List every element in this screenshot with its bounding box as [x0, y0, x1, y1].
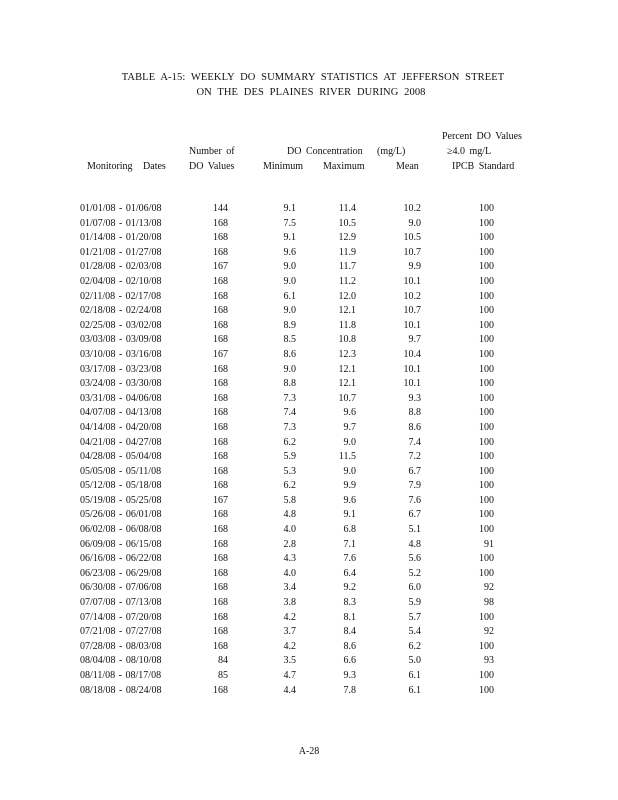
mean-cell: 9.3 [408, 392, 421, 404]
do-count-cell: 168 [213, 407, 228, 419]
table-row [0, 291, 618, 306]
header-ipcb-standard: IPCB Standard [452, 161, 515, 172]
page-number: A-28 [298, 746, 320, 757]
mean-cell: 7.4 [408, 436, 421, 448]
mean-cell: 5.2 [408, 567, 421, 579]
date-range-cell: 06/23/08 - 06/29/08 [80, 567, 162, 579]
maximum-cell: 11.2 [338, 275, 356, 287]
maximum-cell: 12.0 [338, 290, 356, 302]
maximum-cell: 7.6 [343, 553, 356, 565]
mean-cell: 6.1 [408, 684, 421, 696]
percent-compliance-cell: 100 [479, 290, 494, 302]
maximum-cell: 6.6 [343, 655, 356, 667]
percent-compliance-cell: 100 [479, 524, 494, 536]
minimum-cell: 9.0 [283, 305, 296, 317]
maximum-cell: 11.7 [338, 261, 356, 273]
table-row [0, 451, 618, 466]
date-range-cell: 07/28/08 - 08/03/08 [80, 640, 162, 652]
percent-compliance-cell: 100 [479, 465, 494, 477]
maximum-cell: 12.9 [338, 232, 356, 244]
mean-cell: 10.1 [403, 378, 421, 390]
table-row [0, 553, 618, 568]
maximum-cell: 9.3 [343, 670, 356, 681]
do-count-cell: 168 [213, 363, 228, 375]
header-maximum: Maximum [323, 161, 365, 172]
percent-compliance-cell: 100 [479, 407, 494, 419]
table-row [0, 641, 618, 656]
percent-compliance-cell: 100 [479, 480, 494, 492]
date-range-cell: 02/11/08 - 02/17/08 [80, 290, 162, 302]
date-range-cell: 05/19/08 - 05/25/08 [80, 494, 162, 506]
table-row [0, 218, 618, 233]
mean-cell: 5.0 [408, 655, 421, 667]
mean-cell: 7.6 [408, 494, 421, 506]
table-row [0, 597, 618, 612]
header-percent-line2: ≥4.0 mg/L [447, 146, 492, 157]
header-minimum: Minimum [263, 161, 304, 172]
date-range-cell: 05/12/08 - 05/18/08 [80, 480, 162, 492]
table-row [0, 626, 618, 641]
percent-compliance-cell: 98 [484, 597, 494, 609]
date-range-cell: 02/18/08 - 02/24/08 [80, 305, 162, 317]
table-row [0, 655, 618, 670]
maximum-cell: 10.7 [338, 392, 356, 404]
percent-compliance-cell: 92 [484, 626, 494, 638]
table-row [0, 276, 618, 291]
minimum-cell: 6.2 [283, 436, 296, 448]
percent-compliance-cell: 92 [484, 582, 494, 594]
minimum-cell: 9.6 [283, 246, 296, 258]
table-row [0, 320, 618, 335]
do-count-cell: 168 [213, 451, 228, 463]
percent-compliance-cell: 100 [479, 392, 494, 404]
percent-compliance-cell: 100 [479, 494, 494, 506]
minimum-cell: 8.9 [283, 319, 296, 331]
date-range-cell: 03/31/08 - 04/06/08 [80, 392, 162, 404]
do-count-cell: 168 [213, 305, 228, 317]
date-range-cell: 01/01/08 - 01/06/08 [80, 203, 162, 214]
minimum-cell: 9.1 [283, 203, 296, 214]
do-count-cell: 168 [213, 275, 228, 287]
mean-cell: 5.6 [408, 553, 421, 565]
mean-cell: 5.9 [408, 597, 421, 609]
minimum-cell: 3.4 [283, 582, 296, 594]
date-range-cell: 01/07/08 - 01/13/08 [80, 217, 162, 229]
percent-compliance-cell: 100 [479, 246, 494, 258]
percent-compliance-cell: 100 [479, 640, 494, 652]
table-row [0, 539, 618, 554]
date-range-cell: 03/24/08 - 03/30/08 [80, 378, 162, 390]
percent-compliance-cell: 100 [479, 275, 494, 287]
date-range-cell: 06/30/08 - 07/06/08 [80, 582, 162, 594]
do-count-cell: 168 [213, 567, 228, 579]
maximum-cell: 8.1 [343, 611, 356, 623]
mean-cell: 10.2 [403, 290, 421, 302]
maximum-cell: 8.6 [343, 640, 356, 652]
maximum-cell: 9.2 [343, 582, 356, 594]
percent-compliance-cell: 100 [479, 305, 494, 317]
do-count-cell: 168 [213, 290, 228, 302]
minimum-cell: 5.3 [283, 465, 296, 477]
table-row [0, 524, 618, 539]
do-count-cell: 168 [213, 465, 228, 477]
do-count-cell: 168 [213, 553, 228, 565]
percent-compliance-cell: 100 [479, 319, 494, 331]
date-range-cell: 08/04/08 - 08/10/08 [80, 655, 162, 667]
percent-compliance-cell: 100 [479, 348, 494, 360]
percent-compliance-cell: 100 [479, 436, 494, 448]
date-range-cell: 01/14/08 - 01/20/08 [80, 232, 162, 244]
maximum-cell: 9.0 [343, 465, 356, 477]
maximum-cell: 11.8 [338, 319, 356, 331]
table-row [0, 349, 618, 364]
do-count-cell: 168 [213, 524, 228, 536]
percent-compliance-cell: 100 [479, 334, 494, 346]
mean-cell: 5.4 [408, 626, 421, 638]
date-range-cell: 06/09/08 - 06/15/08 [80, 538, 162, 550]
percent-compliance-cell: 93 [484, 655, 494, 667]
minimum-cell: 7.4 [283, 407, 296, 419]
maximum-cell: 10.5 [338, 217, 356, 229]
maximum-cell: 9.9 [343, 480, 356, 492]
do-count-cell: 168 [213, 392, 228, 404]
mean-cell: 10.1 [403, 363, 421, 375]
minimum-cell: 4.8 [283, 509, 296, 521]
table-row [0, 612, 618, 627]
table-row [0, 232, 618, 247]
minimum-cell: 9.0 [283, 261, 296, 273]
table-row [0, 466, 618, 481]
table-row [0, 393, 618, 408]
do-count-cell: 168 [213, 334, 228, 346]
maximum-cell: 9.0 [343, 436, 356, 448]
percent-compliance-cell: 100 [479, 451, 494, 463]
date-range-cell: 01/21/08 - 01/27/08 [80, 246, 162, 258]
percent-compliance-cell: 100 [479, 421, 494, 433]
maximum-cell: 6.4 [343, 567, 356, 579]
maximum-cell: 7.1 [343, 538, 356, 550]
date-range-cell: 07/07/08 - 07/13/08 [80, 597, 162, 609]
minimum-cell: 4.2 [283, 640, 296, 652]
percent-compliance-cell: 100 [479, 261, 494, 273]
minimum-cell: 3.8 [283, 597, 296, 609]
do-count-cell: 168 [213, 640, 228, 652]
minimum-cell: 9.0 [283, 275, 296, 287]
do-count-cell: 168 [213, 597, 228, 609]
mean-cell: 10.2 [403, 203, 421, 214]
mean-cell: 4.8 [408, 538, 421, 550]
do-count-cell: 167 [213, 494, 228, 506]
mean-cell: 8.8 [408, 407, 421, 419]
table-row [0, 495, 618, 510]
do-count-cell: 168 [213, 480, 228, 492]
percent-compliance-cell: 100 [479, 684, 494, 696]
table-row [0, 422, 618, 437]
minimum-cell: 4.4 [283, 684, 296, 696]
date-range-cell: 03/10/08 - 03/16/08 [80, 348, 162, 360]
date-range-cell: 08/18/08 - 08/24/08 [80, 684, 162, 696]
do-count-cell: 168 [213, 378, 228, 390]
mean-cell: 5.7 [408, 611, 421, 623]
mean-cell: 6.7 [408, 465, 421, 477]
do-count-cell: 168 [213, 509, 228, 521]
mean-cell: 9.0 [408, 217, 421, 229]
header-number-line2: DO Values [189, 161, 235, 172]
date-range-cell: 06/16/08 - 06/22/08 [80, 553, 162, 565]
percent-compliance-cell: 100 [479, 217, 494, 229]
table-row [0, 364, 618, 379]
mean-cell: 6.1 [408, 670, 421, 681]
minimum-cell: 8.6 [283, 348, 296, 360]
do-count-cell: 144 [213, 203, 228, 214]
header-mean: Mean [396, 161, 419, 172]
maximum-cell: 11.9 [338, 246, 356, 258]
maximum-cell: 12.1 [338, 378, 356, 390]
mean-cell: 10.7 [403, 305, 421, 317]
do-count-cell: 168 [213, 538, 228, 550]
minimum-cell: 4.7 [283, 670, 296, 681]
percent-compliance-cell: 100 [479, 232, 494, 244]
date-range-cell: 03/03/08 - 03/09/08 [80, 334, 162, 346]
maximum-cell: 10.8 [338, 334, 356, 346]
header-do-concentration: DO Concentration [287, 146, 363, 157]
table-row [0, 480, 618, 495]
do-count-cell: 168 [213, 246, 228, 258]
do-count-cell: 167 [213, 348, 228, 360]
table-row [0, 334, 618, 349]
do-count-cell: 168 [213, 684, 228, 696]
mean-cell: 6.0 [408, 582, 421, 594]
mean-cell: 8.6 [408, 421, 421, 433]
do-count-cell: 168 [213, 611, 228, 623]
date-range-cell: 04/07/08 - 04/13/08 [80, 407, 162, 419]
do-count-cell: 168 [213, 626, 228, 638]
minimum-cell: 4.0 [283, 524, 296, 536]
minimum-cell: 7.3 [283, 421, 296, 433]
do-count-cell: 168 [213, 232, 228, 244]
date-range-cell: 02/04/08 - 02/10/08 [80, 275, 162, 287]
header-number-line1: Number of [189, 146, 235, 157]
table-body [0, 203, 618, 699]
table-subtitle: ON THE DES PLAINES RIVER DURING 2008 [196, 87, 426, 98]
percent-compliance-cell: 100 [479, 509, 494, 521]
minimum-cell: 7.3 [283, 392, 296, 404]
header-unit: (mg/L) [377, 146, 406, 157]
maximum-cell: 12.1 [338, 363, 356, 375]
minimum-cell: 8.5 [283, 334, 296, 346]
minimum-cell: 4.3 [283, 553, 296, 565]
date-range-cell: 02/25/08 - 03/02/08 [80, 319, 162, 331]
table-row [0, 670, 618, 685]
minimum-cell: 9.0 [283, 363, 296, 375]
maximum-cell: 9.1 [343, 509, 356, 521]
percent-compliance-cell: 100 [479, 363, 494, 375]
minimum-cell: 5.8 [283, 494, 296, 506]
date-range-cell: 01/28/08 - 02/03/08 [80, 261, 162, 273]
table-row [0, 305, 618, 320]
do-count-cell: 85 [218, 670, 228, 681]
maximum-cell: 8.3 [343, 597, 356, 609]
percent-compliance-cell: 100 [479, 567, 494, 579]
table-row [0, 437, 618, 452]
date-range-cell: 06/02/08 - 06/08/08 [80, 524, 162, 536]
minimum-cell: 3.5 [283, 655, 296, 667]
date-range-cell: 04/28/08 - 05/04/08 [80, 451, 162, 463]
minimum-cell: 9.1 [283, 232, 296, 244]
minimum-cell: 7.5 [283, 217, 296, 229]
table-row [0, 685, 618, 700]
mean-cell: 9.7 [408, 334, 421, 346]
do-count-cell: 168 [213, 217, 228, 229]
maximum-cell: 9.6 [343, 407, 356, 419]
date-range-cell: 07/14/08 - 07/20/08 [80, 611, 162, 623]
date-range-cell: 04/14/08 - 04/20/08 [80, 421, 162, 433]
do-count-cell: 168 [213, 319, 228, 331]
minimum-cell: 3.7 [283, 626, 296, 638]
minimum-cell: 4.2 [283, 611, 296, 623]
table-row [0, 378, 618, 393]
date-range-cell: 05/05/08 - 05/11/08 [80, 465, 162, 477]
mean-cell: 6.7 [408, 509, 421, 521]
header-percent-line1: Percent DO Values [442, 131, 522, 142]
table-row [0, 261, 618, 276]
mean-cell: 5.1 [408, 524, 421, 536]
mean-cell: 10.7 [403, 246, 421, 258]
mean-cell: 7.2 [408, 451, 421, 463]
percent-compliance-cell: 100 [479, 611, 494, 623]
minimum-cell: 4.0 [283, 567, 296, 579]
percent-compliance-cell: 100 [479, 378, 494, 390]
do-count-cell: 168 [213, 582, 228, 594]
table-row [0, 407, 618, 422]
date-range-cell: 07/21/08 - 07/27/08 [80, 626, 162, 638]
table-row [0, 203, 618, 218]
table-row [0, 568, 618, 583]
mean-cell: 10.1 [403, 275, 421, 287]
percent-compliance-cell: 100 [479, 553, 494, 565]
maximum-cell: 11.4 [338, 203, 356, 214]
percent-compliance-cell: 100 [479, 203, 494, 214]
date-range-cell: 03/17/08 - 03/23/08 [80, 363, 162, 375]
do-count-cell: 167 [213, 261, 228, 273]
table-row [0, 582, 618, 597]
mean-cell: 10.4 [403, 348, 421, 360]
maximum-cell: 6.8 [343, 524, 356, 536]
date-range-cell: 08/11/08 - 08/17/08 [80, 670, 162, 681]
mean-cell: 9.9 [408, 261, 421, 273]
table-title: TABLE A-15: WEEKLY DO SUMMARY STATISTICS AT JEFFERSON STREET [121, 72, 505, 83]
table-row [0, 509, 618, 524]
date-range-cell: 04/21/08 - 04/27/08 [80, 436, 162, 448]
mean-cell: 10.5 [403, 232, 421, 244]
maximum-cell: 11.5 [338, 451, 356, 463]
minimum-cell: 6.2 [283, 480, 296, 492]
mean-cell: 10.1 [403, 319, 421, 331]
maximum-cell: 9.6 [343, 494, 356, 506]
do-count-cell: 168 [213, 421, 228, 433]
minimum-cell: 6.1 [283, 290, 296, 302]
do-count-cell: 168 [213, 436, 228, 448]
maximum-cell: 12.1 [338, 305, 356, 317]
maximum-cell: 8.4 [343, 626, 356, 638]
minimum-cell: 8.8 [283, 378, 296, 390]
minimum-cell: 2.8 [283, 538, 296, 550]
maximum-cell: 7.8 [343, 684, 356, 696]
header-monitoring-dates: Monitoring Dates [87, 161, 166, 172]
percent-compliance-cell: 91 [484, 538, 494, 550]
maximum-cell: 9.7 [343, 421, 356, 433]
date-range-cell: 05/26/08 - 06/01/08 [80, 509, 162, 521]
mean-cell: 7.9 [408, 480, 421, 492]
table-row [0, 247, 618, 262]
percent-compliance-cell: 100 [479, 670, 494, 681]
mean-cell: 6.2 [408, 640, 421, 652]
do-count-cell: 84 [218, 655, 228, 667]
maximum-cell: 12.3 [338, 348, 356, 360]
minimum-cell: 5.9 [283, 451, 296, 463]
